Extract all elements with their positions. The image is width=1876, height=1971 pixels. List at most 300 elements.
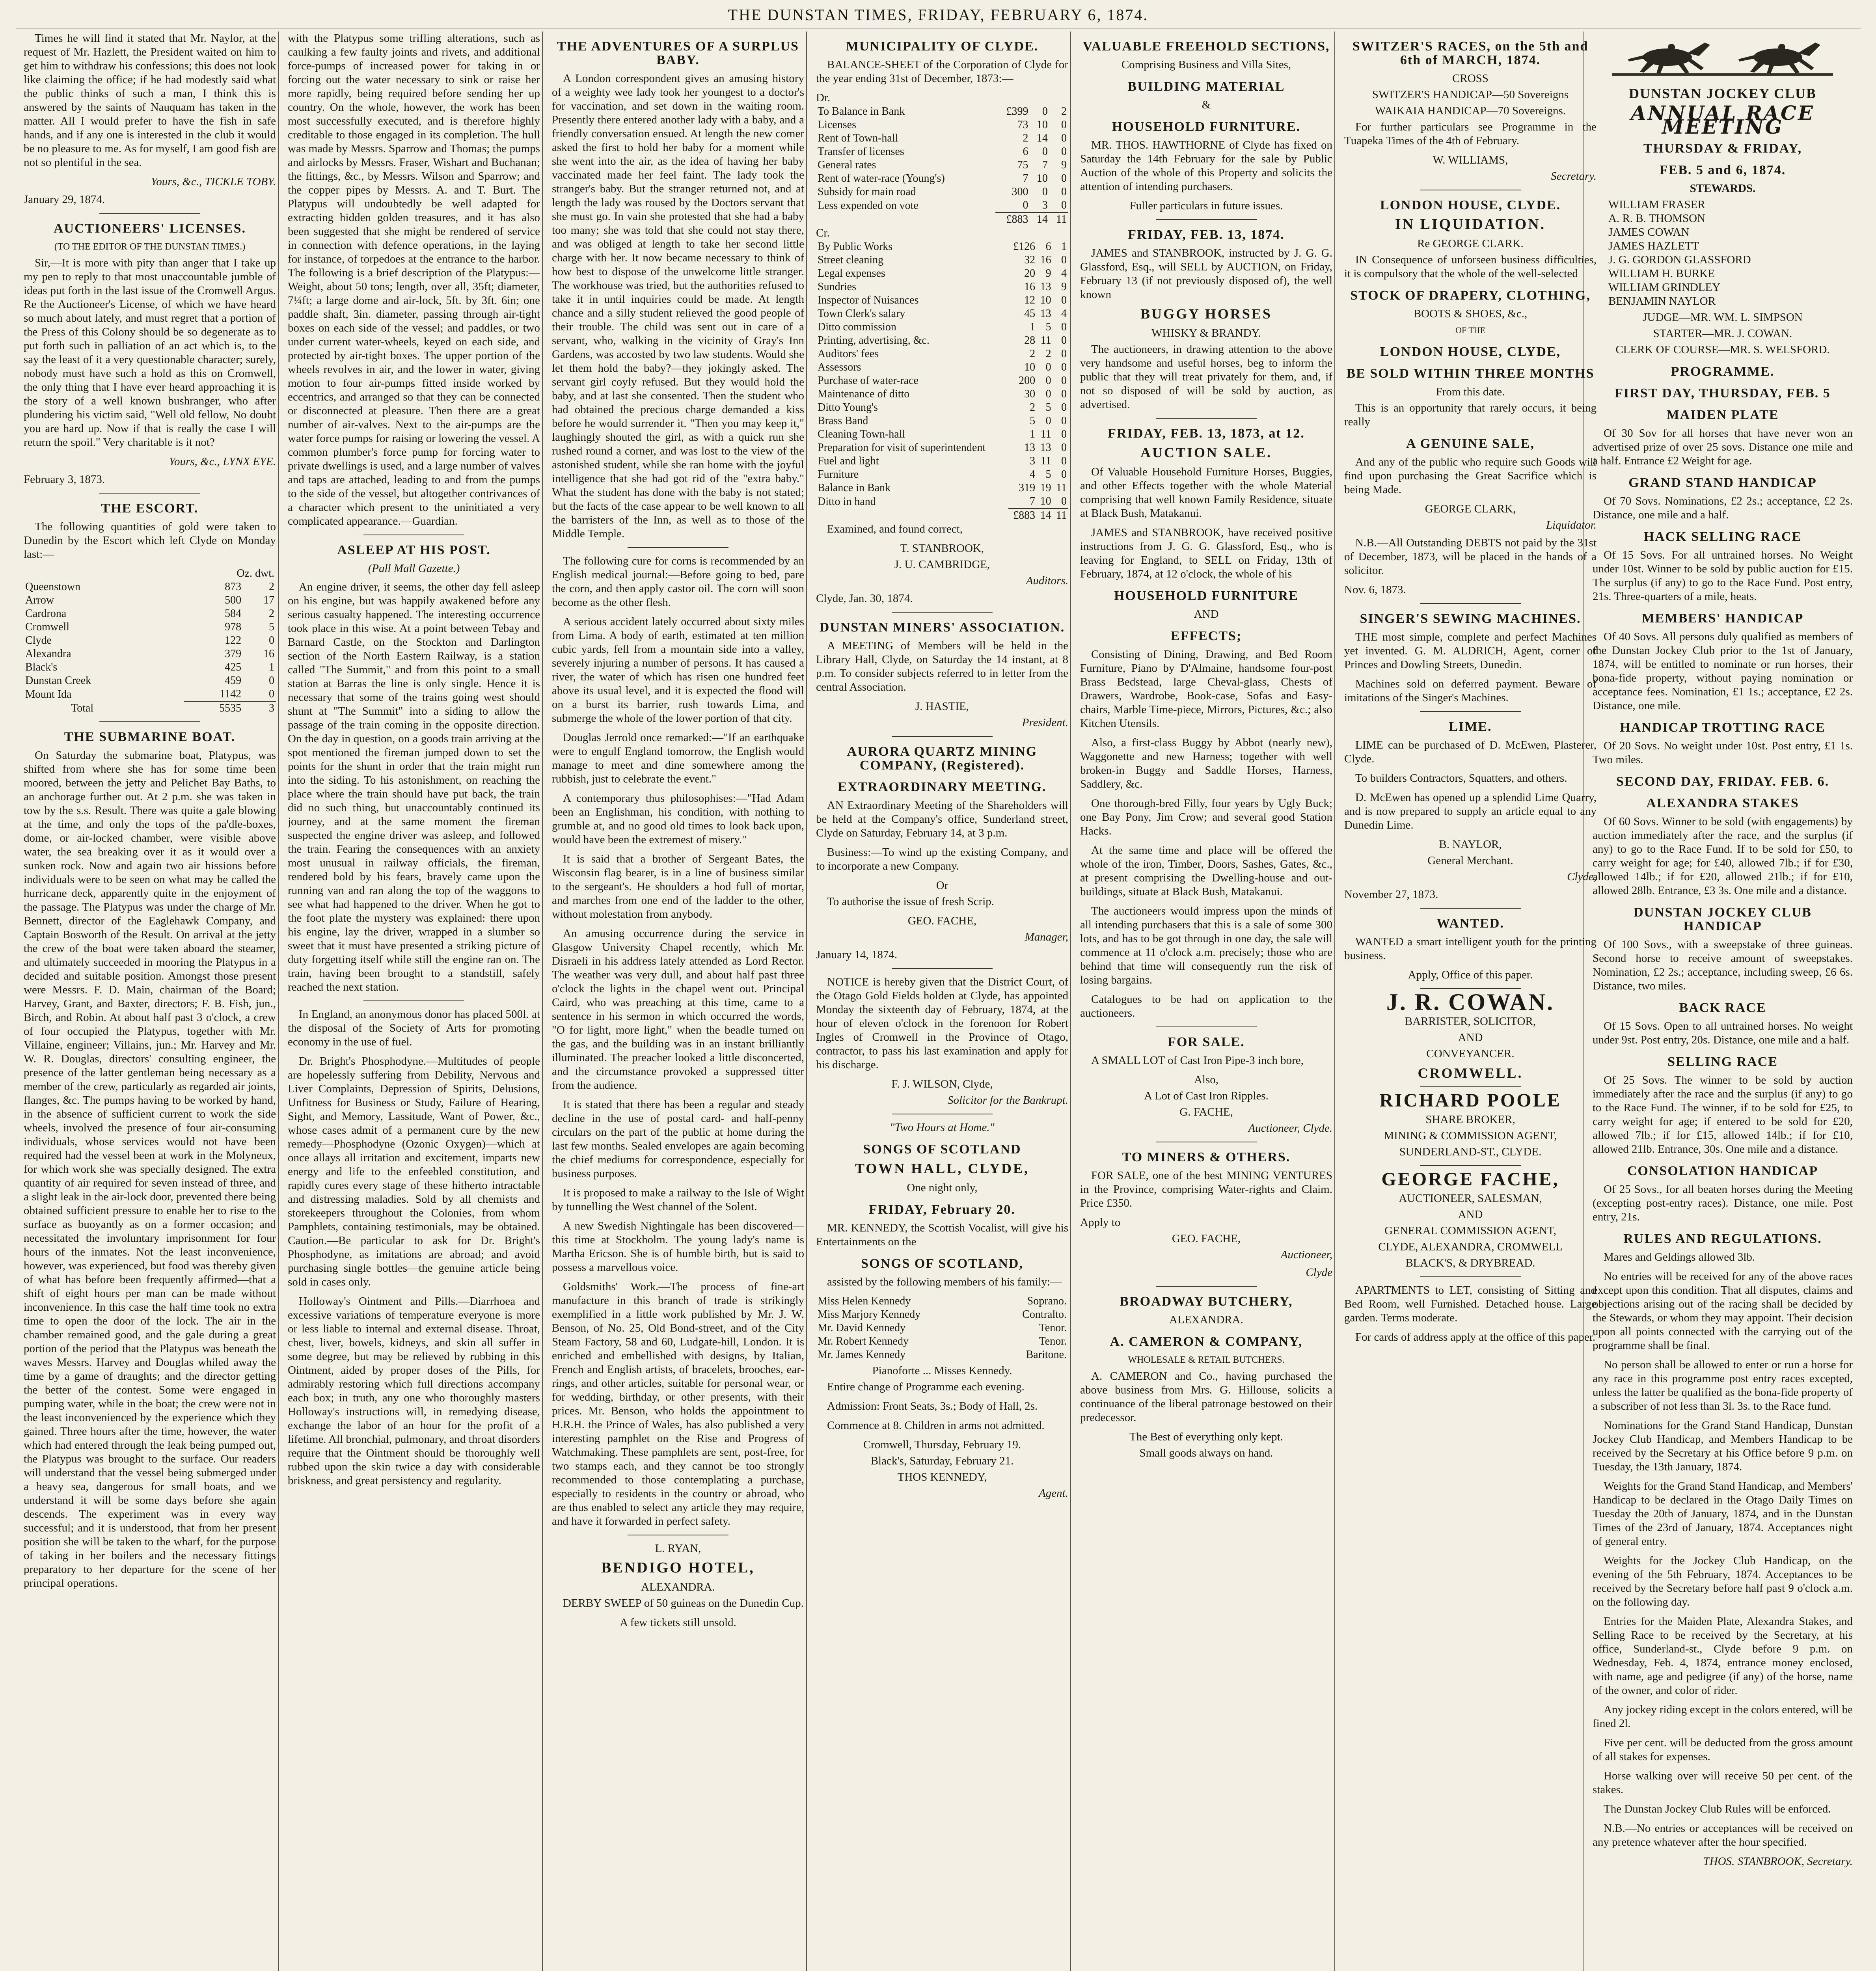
balance-row-value: 0 bbox=[1061, 348, 1067, 360]
day-heading: FIRST DAY, THURSDAY, FEB. 5 bbox=[1615, 386, 1831, 401]
rules-text: Any jockey riding except in the colors entered, will be fined 2l. bbox=[1593, 1703, 1853, 1730]
balance-row-value: 2 bbox=[1061, 105, 1067, 117]
balance-row-label: Ditto commission bbox=[818, 321, 896, 333]
balance-row-value: 7 bbox=[1030, 495, 1036, 507]
date: November 27, 1873. bbox=[1344, 888, 1438, 901]
signature: GEO. FACHE, bbox=[907, 915, 977, 927]
advert-text: AND bbox=[1458, 1208, 1483, 1221]
date: January 14, 1874. bbox=[816, 948, 898, 961]
escort-row-label: Black's bbox=[25, 661, 58, 673]
balance-row-value: 0 bbox=[1061, 132, 1067, 144]
escort-row-value: 459 bbox=[225, 674, 242, 687]
auditor-name: J. U. CAMBRIDGE, bbox=[894, 558, 990, 571]
balance-row-label: Ditto Young's bbox=[818, 401, 878, 414]
escort-row-value: 17 bbox=[263, 594, 274, 606]
advert-text: & bbox=[1202, 99, 1211, 111]
race-text: Of 15 Sovs. Open to all untrained horses. No weight under 9st. Post entry, 20s. Distance, one mile and a half. bbox=[1593, 1020, 1853, 1046]
balance-row bbox=[816, 280, 1068, 294]
column-1 bbox=[24, 32, 276, 1971]
balance-row-value: 30 bbox=[1024, 388, 1036, 400]
balance-row bbox=[816, 387, 1068, 401]
total-shillings: 14 bbox=[1037, 509, 1053, 522]
advert-text: SHARE BROKER, bbox=[1425, 1113, 1515, 1126]
balance-row-value: 0 bbox=[1061, 428, 1067, 440]
balance-row-value: 32 bbox=[1024, 254, 1036, 266]
balance-row bbox=[816, 307, 1068, 320]
performer-row bbox=[816, 1308, 1068, 1321]
balance-row-value: 0 bbox=[1061, 415, 1067, 427]
column-rule bbox=[806, 32, 807, 1971]
rules-text: No person shall be allowed to enter or run a horse for any race in this programme post entry races excepted, unless the latter be qualified as the bona-fide property of a subscriber of not less than 3l. 3s. to the Race fund. bbox=[1593, 1358, 1853, 1412]
role: Auctioneer, bbox=[1280, 1248, 1332, 1261]
race-title: ALEXANDRA STAKES bbox=[1646, 796, 1799, 810]
rules-text: Entries for the Maiden Plate, Alexandra Stakes, and Selling Race to be received by the Secretary, at his office, Sunderland-st., Clyde before 9 p.m. on Wednesday, Feb. 4, 1874, entrance money enclosed, with name, age and pedigree (if any) of the horse, name of the owner, and color of rider. bbox=[1593, 1615, 1853, 1697]
heading-extraordinary-meeting: EXTRAORDINARY MEETING. bbox=[838, 780, 1047, 794]
balance-cr-table bbox=[816, 240, 1068, 522]
balance-row-value: 1 bbox=[1030, 428, 1036, 440]
balance-row-value: 0 bbox=[1061, 186, 1067, 198]
official: STARTER—MR. J. COWAN. bbox=[1653, 327, 1792, 340]
concert-text: Black's, Saturday, February 21. bbox=[870, 1455, 1014, 1467]
balance-row bbox=[816, 414, 1068, 428]
escort-row-value: 1 bbox=[269, 661, 274, 673]
balance-row bbox=[816, 468, 1068, 481]
escort-row-label: Dunstan Creek bbox=[25, 674, 91, 687]
escort-row-label: Mount Ida bbox=[25, 688, 72, 700]
role: Liquidator. bbox=[1546, 519, 1597, 531]
race-text: Of 20 Sovs. No weight under 10st. Post entry, £1 1s. Two miles. bbox=[1593, 740, 1853, 766]
divider bbox=[892, 612, 993, 613]
performer-row bbox=[816, 1295, 1068, 1308]
race-dates: FEB. 5 and 6, 1874. bbox=[1659, 163, 1786, 177]
escort-row bbox=[24, 580, 276, 594]
performer-row-label: Miss Helen Kennedy bbox=[818, 1295, 911, 1307]
balance-row-value: 1 bbox=[1061, 240, 1067, 253]
date: Clyde, Jan. 30, 1874. bbox=[816, 592, 913, 605]
advert-text: CROSS bbox=[1452, 72, 1489, 85]
article-text: A new Swedish Nightingale has been discovered—this time at Stockholm. The young lady's name is Martha Ericson. She is of humble birth, but is said to possess a marvellous voice. bbox=[552, 1220, 804, 1274]
concert-text: MR. KENNEDY, the Scottish Vocalist, will give his Entertainments on the bbox=[816, 1222, 1068, 1248]
heading-switzers-races: SWITZER'S RACES, on the 5th and 6th of MARCH, 1874. bbox=[1352, 39, 1589, 67]
balance-row-value: 2 bbox=[1045, 348, 1051, 360]
heading-sub: (TO THE EDITOR OF THE DUNSTAN TIMES.) bbox=[54, 242, 246, 252]
advert-text: SUNDERLAND-ST., CLYDE. bbox=[1399, 1146, 1542, 1158]
balance-row bbox=[816, 347, 1068, 361]
race-title: DUNSTAN JOCKEY CLUB HANDICAP bbox=[1634, 905, 1812, 933]
advert-text: WHOLESALE & RETAIL BUTCHERS. bbox=[1128, 1355, 1285, 1365]
race-title: CONSOLATION HANDICAP bbox=[1627, 1164, 1818, 1178]
escort-row-value: 16 bbox=[263, 648, 274, 660]
official: CLERK OF COURSE—MR. S. WELSFORD. bbox=[1615, 343, 1830, 356]
article-text: An amusing occurrence during the service in Glasgow University Chapel recently, which Mr. Disraeli in his address lately attended as Lord Rector. The weather was very dull, and about half past three o'clock the lights in the chapel went out. Principal Caird, who was preaching at this time, came to a sentence in his sermon in which occurred the words, "O for light, more light," when the beadle turned on the gas, and the building was in an instant brilliantly illuminated. The preacher looked a little disconcerted, and the circumstance provoked a suppressed titter from the audience. bbox=[552, 927, 804, 1092]
performer-row-label: Mr. David Kennedy bbox=[818, 1322, 906, 1334]
escort-row-label: Cardrona bbox=[25, 607, 67, 620]
column-4 bbox=[816, 32, 1068, 1971]
balance-row bbox=[816, 145, 1068, 158]
column-rule bbox=[542, 32, 543, 1971]
advert-text: APARTMENTS to LET, consisting of Sitting and Bed Room, well Furnished. Detached house. Large garden. Terms moderate. bbox=[1344, 1284, 1597, 1324]
concert-text: Admission: Front Seats, 3s.; Body of Hall, 2s. bbox=[827, 1400, 1038, 1412]
performer-row bbox=[816, 1348, 1068, 1362]
advert-text: JAMES and STANBROOK, have received positive instructions from J. G. G. Glassford, Esq., who is leaving for England, to SELL on Friday, 13th of February, 1874, at 12 o'clock, the whole of his bbox=[1080, 526, 1332, 580]
balance-row-value: 0 bbox=[1061, 388, 1067, 400]
balance-row-label: To Balance in Bank bbox=[818, 105, 905, 117]
escort-row-value: 122 bbox=[225, 634, 242, 646]
balance-row-label: By Public Works bbox=[818, 240, 893, 253]
heading-municipality: MUNICIPALITY OF CLYDE. bbox=[846, 39, 1039, 54]
advert-text: Re GEORGE CLARK. bbox=[1417, 237, 1524, 250]
advert-text: For cards of address apply at the office of this paper. bbox=[1355, 1331, 1596, 1343]
balance-row-label: General rates bbox=[818, 159, 876, 171]
race-title: BACK RACE bbox=[1679, 1000, 1766, 1015]
performer-row-label: Mr. James Kennedy bbox=[818, 1349, 906, 1361]
performer-row-label: Miss Marjory Kennedy bbox=[818, 1308, 921, 1321]
advert-text: CONVEYANCER. bbox=[1426, 1047, 1515, 1060]
balance-row-value: 73 bbox=[1017, 119, 1028, 131]
advert-title: IN LIQUIDATION. bbox=[1395, 216, 1546, 233]
rules-text: N.B.—No entries or acceptances will be received on any pretence whatever after the hour specified. bbox=[1593, 1822, 1853, 1848]
balance-row-value: 11 bbox=[1056, 482, 1067, 494]
balance-row-value: 7 bbox=[1023, 172, 1028, 184]
notice-text: To authorise the issue of fresh Scrip. bbox=[827, 895, 995, 908]
date: Nov. 6, 1873. bbox=[1344, 583, 1406, 596]
balance-row-value: £399 bbox=[1006, 105, 1028, 117]
divider bbox=[99, 493, 200, 494]
role: Clyde, bbox=[1567, 870, 1597, 883]
escort-row-value: 2 bbox=[269, 581, 274, 593]
masthead: THE DUNSTAN TIMES, FRIDAY, FEBRUARY 6, 1874. bbox=[16, 3, 1861, 28]
divider bbox=[1420, 603, 1521, 604]
secretary-signature: THOS. STANBROOK, Secretary. bbox=[1703, 1855, 1853, 1868]
balance-row-value: 0 bbox=[1061, 401, 1067, 414]
balance-row-value: 16 bbox=[1040, 254, 1051, 266]
role: Agent. bbox=[1039, 1487, 1068, 1500]
escort-intro: The following quantities of gold were taken to Dunedin by the Escort which left Clyde on Monday last:— bbox=[24, 520, 276, 561]
divider bbox=[1420, 1165, 1521, 1166]
balance-row-label: Preparation for visit of superintendent bbox=[818, 442, 986, 454]
notice-text: AN Extraordinary Meeting of the Shareholders will be held at the Company's office, Sunderland street, Clyde on Saturday, February 14, at 3 p.m. bbox=[816, 799, 1068, 839]
steward-name: JAMES HAZLETT bbox=[1608, 240, 1699, 252]
balance-row-value: 300 bbox=[1012, 186, 1028, 198]
escort-total-oz: 5535 bbox=[184, 701, 243, 715]
column-rule bbox=[1334, 32, 1335, 1971]
escort-row-value: 5 bbox=[269, 621, 274, 633]
advert-title-fache: GEORGE FACHE, bbox=[1381, 1169, 1559, 1190]
performer-row-value: Contralto. bbox=[1022, 1308, 1067, 1321]
signature: G. FACHE, bbox=[1179, 1106, 1233, 1118]
advert-title: EFFECTS; bbox=[1170, 629, 1242, 643]
notice-text: Or bbox=[936, 879, 948, 892]
heading-for-sale: FOR SALE. bbox=[1168, 1035, 1245, 1049]
total-label bbox=[816, 212, 995, 226]
balance-row-value: 0 bbox=[1061, 495, 1067, 507]
balance-row-value: 75 bbox=[1017, 159, 1028, 171]
escort-row-value: 873 bbox=[225, 581, 242, 593]
balance-row bbox=[816, 441, 1068, 455]
signature: GEORGE CLARK, bbox=[1425, 503, 1516, 515]
advert-text: Also, bbox=[1194, 1073, 1219, 1086]
balance-row-value: 19 bbox=[1040, 482, 1051, 494]
balance-row-value: 11 bbox=[1040, 334, 1051, 347]
balance-row-value: 0 bbox=[1045, 415, 1051, 427]
balance-row-value: 0 bbox=[1045, 388, 1051, 400]
balance-row-value: 2 bbox=[1023, 132, 1028, 144]
performer-row-label: Mr. Robert Kennedy bbox=[818, 1335, 909, 1347]
steward-name: A. R. B. THOMSON bbox=[1608, 212, 1706, 225]
race-text: Of 60 Sovs. Winner to be sold (with engagements) by auction immediately after the race, and the surplus (if any) to go to the Race Fund. If to be sold for £50, to carry weight for age; for £40, allowed 7lb.; if for £30, allowed 14lb.; if for £20, allowed 21lb.; if for £10, allowed 28lb. Entrance, £3 3s. One mile and a distance. bbox=[1593, 815, 1853, 897]
heading-freehold-sections: VALUABLE FREEHOLD SECTIONS, bbox=[1082, 39, 1330, 54]
rules-heading: RULES AND REGULATIONS. bbox=[1623, 1231, 1822, 1246]
balance-row-value: 5 bbox=[1045, 468, 1051, 481]
divider bbox=[1420, 908, 1521, 909]
balance-row-value: 319 bbox=[1019, 482, 1036, 494]
stewards-list bbox=[1593, 198, 1853, 308]
balance-row-value: 4 bbox=[1061, 267, 1067, 279]
balance-row bbox=[816, 185, 1068, 199]
role: President. bbox=[1022, 716, 1068, 729]
advert-text: Apply to bbox=[1080, 1216, 1121, 1229]
balance-row-value: 13 bbox=[1024, 442, 1036, 454]
balance-row bbox=[816, 320, 1068, 334]
total-pounds: £883 bbox=[995, 212, 1030, 226]
balance-row-value: 10 bbox=[1036, 172, 1048, 184]
concert-venue: TOWN HALL, CLYDE, bbox=[855, 1161, 1030, 1176]
balance-row-value: 0 bbox=[1023, 199, 1028, 211]
article-text: In England, an anonymous donor has placed 500l. at the disposal of the Society of Arts for promoting economy in the use of fuel. bbox=[288, 1008, 540, 1048]
balance-row bbox=[816, 401, 1068, 414]
advert-text: D. McEwen has opened up a splendid Lime Quarry, and is now prepared to supply an article equal to any Dunedin Lime. bbox=[1344, 791, 1597, 831]
race-title: HANDICAP TROTTING RACE bbox=[1620, 720, 1826, 735]
balance-row-value: 2 bbox=[1030, 348, 1036, 360]
balance-row-label: Auditors' fees bbox=[818, 348, 879, 360]
notice-text: A MEETING of Members will be held in the Library Hall, Clyde, on Saturday the 14 instant, at 8 p.m. To consider subjects referred to in letter from the central Association. bbox=[816, 639, 1068, 693]
advert-text: The Best of everything only kept. bbox=[1129, 1431, 1283, 1443]
escort-row-value: 0 bbox=[269, 634, 274, 646]
balance-row-label: Legal expenses bbox=[818, 267, 885, 279]
advert-title: STOCK OF DRAPERY, CLOTHING, bbox=[1350, 288, 1591, 303]
rules-text: Nominations for the Grand Stand Handicap, Dunstan Jockey Club Handicap, and Members Handicap to be received by the Secretary at his Office before 9 p.m. on Tuesday, the 13th January, 1874. bbox=[1593, 1419, 1853, 1473]
heading-to-miners: TO MINERS & OTHERS. bbox=[1122, 1150, 1291, 1164]
balance-row-label: Furniture bbox=[818, 468, 859, 481]
audit-text: Examined, and found correct, bbox=[827, 523, 963, 535]
heading-auctioneers-licenses: AUCTIONEERS' LICENSES. bbox=[53, 221, 246, 236]
escort-row-value: 0 bbox=[269, 674, 274, 687]
concert-text: Entire change of Programme each evening. bbox=[827, 1380, 1025, 1393]
heading-miners-association: DUNSTAN MINERS' ASSOCIATION. bbox=[819, 620, 1065, 635]
balance-row bbox=[816, 428, 1068, 441]
sale-date: FRIDAY, FEB. 13, 1873, at 12. bbox=[1108, 426, 1305, 441]
escort-row-value: 0 bbox=[269, 688, 274, 700]
article-text: Douglas Jerrold once remarked:—"If an earthquake were to engulf England tomorrow, the English would manage to meet and dine somewhere among the rubbish, just to celebrate the event." bbox=[552, 731, 804, 785]
race-days: THURSDAY & FRIDAY, bbox=[1643, 141, 1802, 156]
advert-title: HOUSEHOLD FURNITURE bbox=[1114, 589, 1298, 603]
article-text: On Saturday the submarine boat, Platypus, was shifted from where she has for some time been moored, between the jetty and Pelichet Bay Baths, to an anchorage further out. At 2 p.m. she was taken in tow by the s.s. Result. There was quite a gale blowing at the time, and only the tops of the pa'dle-boxes, dome, or air-locked chamber, were visible above water, the sea breaking over it as it would over a sunken rock. Now and again two air hissions before individuals were to be seen on what may be called the hurricane deck, apparently quite in the enjoyment of the passage. The Platypus was under the charge of Mr. Bennett, director of the Eaglehawk Company, and Captain Bosworth of the Result. On arrival at the jetty the crew of the boat were taken aboard the steamer, and ultimately succeeded in mooring the Platypus in a decided and suitable position. Amongst those present were Messrs. F. D. Main, chairman of the Board; Harvey, Grant, and Baxter, directors; F. B. Fish, jun., Birch, and Robin. At about half past 3 o'clock, a crew of four occupied the Platypus, together with Mr. Villaine, engineer; Villains, jun.; Mr. Harvey and Mr. W. R. Douglas, directors' consulting engineer, the presence of the latter gentleman being necessary as a member of the crew, particularly as regarded air joints, flanges, &c. The pumps having to be worked by hand, in the absence of sufficient current to work the side wheels, involved the presence of four air-consuming individuals, whose services would not have been required had the vessel been at work in the Molyneux, for which work she was specially designed. The extra quantity of air required for seven instead of three, and a slight leak in the air-lock door, prevented there being obtained sufficient pressure to enable her to rise to the surface as buoyantly as on a former occasion; and necessitated the involuntary imprisonment for four hours of the inmates. Not the least inconvenience, however, was experienced, but food was thereby given of what has before been frequently affirmed—that a shift of eight hours per man can be made without inconvenience. In this case the half time took no extra time to open the door of the lock. The air in the chamber remained good, and the gale during a great portion of the period that the Platypus was beneath the waves Messrs. Harvey and Douglas whiled away the time by a game of draughts; and the director getting the better of the contest. Some were engaged in pumping water, while in the boat; the crew were not in the least inconvenienced by the experience which they gained. Three hours after the time, however, the water which had entered through the leak being pumped out, the Platypus was brought to the surface. Our readers will understand that the vessel being submerged under a heavy sea, dangerous for small boats, and we understand it will be some days before she again descends. The experiment was in every way successful; and it is understood, that from her present position she will be taken to the wharf, for the purpose of taking in her boilers and the necessary fittings preparatory to her departure for the scene of her principal operations. bbox=[24, 749, 276, 1589]
balance-row-label: Purchase of water-race bbox=[818, 374, 918, 387]
performer-row-value: Tenor. bbox=[1039, 1335, 1067, 1347]
balance-row-label: Printing, advertising, &c. bbox=[818, 334, 930, 347]
signature: J. HASTIE, bbox=[915, 700, 969, 713]
advert-text: BOOTS & SHOES, &c., bbox=[1413, 307, 1528, 320]
advert-text: The auctioneers, in drawing attention to the above very handsome and useful horses, beg to inform the public that they will treat privately for them, and, if not so disposed of will be sold by auction, as advertised. bbox=[1080, 343, 1332, 411]
steward-name: WILLIAM H. BURKE bbox=[1608, 267, 1715, 280]
balance-row-value: 5 bbox=[1045, 321, 1051, 333]
advert-text: Of Valuable Household Furniture Horses, Buggies, and other Effects together with the whole Material comprising that well known Family Residence, situate at Black Bush, Matakanui. bbox=[1080, 466, 1332, 520]
total-shillings: 14 bbox=[1030, 212, 1049, 226]
advert-text: DERBY SWEEP of 50 guineas on the Dunedin Cup. bbox=[563, 1597, 804, 1610]
advert-text: Fuller particulars in future issues. bbox=[1129, 199, 1283, 212]
rules-text: Horse walking over will receive 50 per cent. of the stakes. bbox=[1593, 1770, 1853, 1796]
advert-text: AUCTIONEER, SALESMAN, bbox=[1399, 1192, 1542, 1205]
heading-wanted: WANTED. bbox=[1436, 916, 1504, 931]
advert-text: WHISKY & BRANDY. bbox=[1151, 327, 1261, 339]
advert-text: To builders Contractors, Squatters, and others. bbox=[1355, 772, 1567, 784]
escort-unit: Oz. dwt. bbox=[237, 567, 274, 579]
rules-text: The Dunstan Jockey Club Rules will be enforced. bbox=[1604, 1803, 1831, 1815]
balance-row-value: 0 bbox=[1061, 361, 1067, 373]
signature: W. WILLIAMS, bbox=[1433, 154, 1508, 166]
column-rule bbox=[1070, 32, 1071, 1971]
balance-row-label: Rent of water-race (Young's) bbox=[818, 172, 945, 184]
race-title: HACK SELLING RACE bbox=[1643, 529, 1802, 544]
balance-row bbox=[816, 240, 1068, 253]
balance-row-value: 7 bbox=[1042, 159, 1048, 171]
race-text: Of 25 Sovs. The winner to be sold by auction immediately after the race and the surplus (if any) to go to the Race Fund. The winner, if to be sold for £25, to carry weight for age; if entered to be sold for £20, allowed 7lb.; if for £15, allowed 14lb.; if for £10, allowed 21lb. Entrance, 30s. One mile and a distance. bbox=[1593, 1074, 1853, 1155]
race-title: MEMBERS' HANDICAP bbox=[1641, 611, 1804, 626]
advert-title: BUILDING MATERIAL bbox=[1127, 79, 1285, 94]
escort-row-value: 1142 bbox=[220, 688, 242, 700]
total-label bbox=[816, 509, 1008, 522]
day-heading: SECOND DAY, FRIDAY. FEB. 6. bbox=[1616, 774, 1829, 789]
advert-text: Machines sold on deferred payment. Beware of imitations of the Singer's Machines. bbox=[1344, 678, 1597, 704]
divider bbox=[1156, 1026, 1257, 1027]
balance-row-label: Rent of Town-hall bbox=[818, 132, 898, 144]
heading-aurora-quartz: AURORA QUARTZ MINING COMPANY, (Registered). bbox=[847, 744, 1038, 773]
advert-text: At the same time and place will be offered the whole of the iron, Timber, Doors, Sashes, Gates, &c., at present comprising the Dwelling-house and out-buildings, situate at Black Bush, Matakanui. bbox=[1080, 844, 1332, 898]
advert-text: BARRISTER, SOLICITOR, bbox=[1405, 1015, 1536, 1028]
race-text: Of 25 Sovs., for all beaten horses during the Meeting (excepting post-entry races). Distance, one mile. Post entry, 21s. bbox=[1593, 1183, 1853, 1223]
balance-row bbox=[816, 199, 1068, 212]
heading-london-house: LONDON HOUSE, CLYDE. bbox=[1380, 198, 1561, 212]
divider bbox=[892, 736, 993, 737]
advert-text: Dr. Bright's Phosphodyne.—Multitudes of people are hopelessly suffering from Debility, Nervous and Liver Complaints, Depression of Spirits, Delusions, Unfitness for Business or Study, Failure of Hearing, Sight, and Memory, Lassitude, Want of Power, &c., whose cases admit of a permanent cure by the new remedy—Phosphodyne (Ozonic Oxygen)—which at once allays all irritation and excitement, imparts new energy and life to the enfeebled constitution, and rapidly cures every stage of these hitherto intractable and distressing maladies. Sold by all chemists and storekeepers throughout the Colonies, from whom Pamphlets, containing testimonials, may be obtained. Caution.—Be particular to ask for Dr. Bright's Phosphodyne, as imitations are abroad; and avoid purchasing single bottles—the genuine article being sold in cases only. bbox=[288, 1055, 540, 1288]
signature: Yours, &c., TICKLE TOBY. bbox=[151, 175, 276, 188]
escort-row bbox=[24, 647, 276, 661]
date: January 29, 1874. bbox=[24, 193, 105, 206]
official: JUDGE—MR. WM. L. SIMPSON bbox=[1643, 311, 1803, 324]
article-text: It is proposed to make a railway to the Isle of Wight by tunnelling the West channel of the Solent. bbox=[552, 1187, 804, 1213]
article-text: A serious accident lately occurred about sixty miles from Lima. A body of earth, estimated at ten million cubic yards, fell from a mountain side into a valley, severely injuring a number of persons. It has caused a river, the water of which has risen one hundred feet above its usual level, and it is expected the flood will on a burst its barrier, rush towards Lima, and submerge the whole of the lower portion of that city. bbox=[552, 615, 804, 725]
advert-text: From this date. bbox=[1436, 386, 1505, 398]
balance-row-value: 4 bbox=[1030, 468, 1036, 481]
balance-row bbox=[816, 495, 1068, 509]
balance-row-value: 1 bbox=[1030, 321, 1036, 333]
auditor-label: Auditors. bbox=[1026, 574, 1068, 587]
escort-row bbox=[24, 687, 276, 701]
balance-row-value: 0 bbox=[1045, 361, 1051, 373]
advert-text: CLYDE, ALEXANDRA, CROMWELL bbox=[1378, 1241, 1563, 1253]
escort-row-value: 584 bbox=[225, 607, 242, 620]
balance-row-value: 0 bbox=[1061, 199, 1067, 211]
balance-row-value: 28 bbox=[1024, 334, 1036, 347]
heading-songs-of-scotland: SONGS OF SCOTLAND bbox=[863, 1142, 1021, 1157]
concert-date: FRIDAY, February 20. bbox=[869, 1202, 1015, 1217]
divider bbox=[628, 547, 728, 548]
escort-row bbox=[24, 607, 276, 620]
escort-row bbox=[24, 661, 276, 674]
concert-title: SONGS OF SCOTLAND, bbox=[861, 1256, 1023, 1271]
balance-row-value: 45 bbox=[1024, 307, 1036, 320]
balance-row bbox=[816, 334, 1068, 347]
heading-annual-race-meeting: ANNUAL RACE MEETING bbox=[1631, 101, 1815, 138]
escort-total-dwt: 3 bbox=[243, 701, 276, 715]
role: Solicitor for the Bankrupt. bbox=[947, 1094, 1068, 1107]
balance-row-label: Subsidy for main road bbox=[818, 186, 916, 198]
column-3 bbox=[552, 32, 804, 1971]
balance-row-value: 3 bbox=[1030, 455, 1036, 467]
escort-row-value: 425 bbox=[225, 661, 242, 673]
advert-text: THE most simple, complete and perfect Machines yet invented. G. M. ALDRICH, Agent, corner of Princes and Dowling Streets, Dunedin. bbox=[1344, 631, 1597, 671]
balance-row-value: 0 bbox=[1061, 254, 1067, 266]
balance-row-value: 0 bbox=[1061, 468, 1067, 481]
escort-row-label: Arrow bbox=[25, 594, 54, 606]
advert-text: OF THE bbox=[1455, 325, 1485, 335]
balance-row-label: Cleaning Town-hall bbox=[818, 428, 905, 440]
balance-row-value: 0 bbox=[1061, 145, 1067, 158]
balance-row-value: 13 bbox=[1040, 442, 1051, 454]
heading-escort: THE ESCORT. bbox=[101, 501, 199, 516]
advert-title: AUCTION SALE. bbox=[1140, 445, 1272, 460]
balance-row-label: Balance in Bank bbox=[818, 482, 891, 494]
total-pounds: £883 bbox=[1008, 509, 1037, 522]
advert-text: Comprising Business and Villa Sites, bbox=[1121, 58, 1291, 71]
concert-subtitle: "Two Hours at Home." bbox=[890, 1121, 995, 1134]
heading-lime: LIME. bbox=[1449, 719, 1492, 734]
balance-row-label: Sundries bbox=[818, 281, 856, 293]
race-text: Of 70 Sovs. Nominations, £2 2s.; acceptance, £2 2s. Distance, one mile and a half. bbox=[1593, 495, 1853, 521]
steward-name: J. G. GORDON GLASSFORD bbox=[1608, 253, 1751, 266]
balance-row-value: 0 bbox=[1061, 334, 1067, 347]
balance-row bbox=[816, 455, 1068, 468]
performer-row-value: Tenor. bbox=[1039, 1322, 1067, 1334]
race-text: Of 40 Sovs. All persons duly qualified as members of the Dunstan Jockey Club prior to the 1st of January, 1874, will be entitled to nominate or run horses, their bona-fide property, without paying nomination or acceptance fees. Nomination, £1 1s.; acceptance, £2 2s. Distance, one mile. bbox=[1593, 630, 1853, 712]
balance-row-value: 9 bbox=[1061, 159, 1067, 171]
performer-table bbox=[816, 1295, 1068, 1362]
escort-row bbox=[24, 620, 276, 634]
balance-row-value: 0 bbox=[1045, 374, 1051, 387]
balance-row-value: 9 bbox=[1045, 267, 1051, 279]
column-5 bbox=[1080, 32, 1332, 1971]
divider bbox=[1156, 1286, 1257, 1287]
advert-text: A few tickets still unsold. bbox=[620, 1616, 736, 1629]
balance-row-value: 0 bbox=[1061, 294, 1067, 306]
advert-text: MINING & COMMISSION AGENT, bbox=[1384, 1129, 1557, 1142]
heading-surplus-baby: THE ADVENTURES OF A SURPLUS BABY. bbox=[557, 39, 799, 67]
heading-submarine-boat: THE SUBMARINE BOAT. bbox=[64, 730, 236, 744]
escort-row-value: 379 bbox=[225, 648, 242, 660]
divider bbox=[892, 968, 993, 969]
balance-row-label: Maintenance of ditto bbox=[818, 388, 910, 400]
steward-name: WILLIAM FRASER bbox=[1608, 198, 1705, 211]
article-text: It is said that a brother of Sergeant Bates, the Wisconsin flag bearer, is in a line of business similar to the sergeant's. He shoulders a hod full of mortar, and marches from one end of the ladder to the other, without molestation from anybody. bbox=[552, 853, 804, 920]
balance-row-label: Ditto in hand bbox=[818, 495, 876, 508]
advert-text: WAIKAIA HANDICAP—70 Sovereigns. bbox=[1375, 104, 1566, 117]
balance-row-value: 0 bbox=[1061, 442, 1067, 454]
performer-row-value: Soprano. bbox=[1027, 1295, 1067, 1307]
programme-heading: PROGRAMME. bbox=[1671, 364, 1775, 379]
balance-row-value: 6 bbox=[1045, 240, 1051, 253]
escort-row bbox=[24, 674, 276, 687]
role: Manager, bbox=[1025, 931, 1068, 943]
